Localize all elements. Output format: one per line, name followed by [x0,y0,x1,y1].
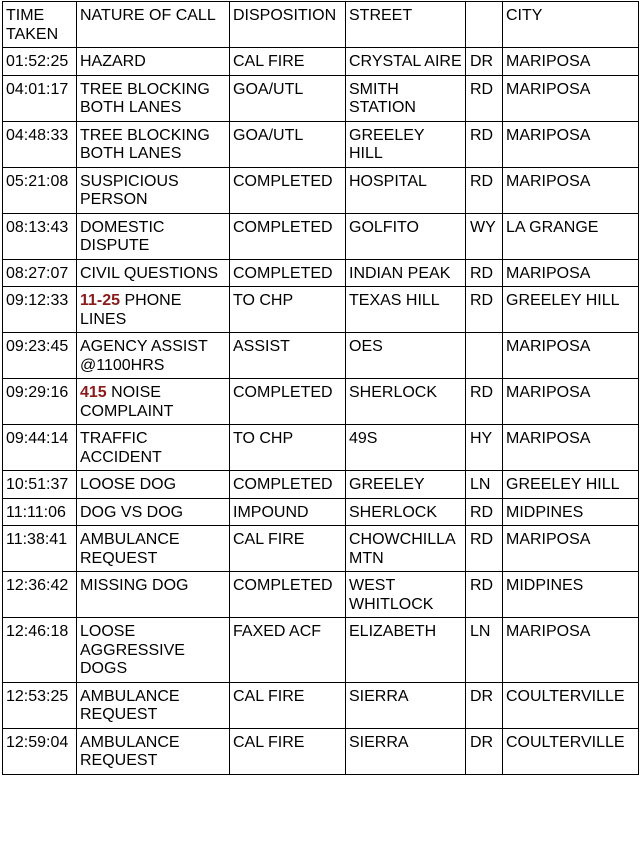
nature-text: AGENCY ASSIST @1100HRS [80,338,208,374]
time-cell: 10:51:37 [3,471,77,499]
time-cell: 04:48:33 [3,121,77,167]
table-row [3,682,639,728]
table-row [3,48,639,76]
street-suffix-cell: RD [466,259,503,287]
street-suffix-cell: RD [466,121,503,167]
disposition-cell: CAL FIRE [230,48,346,76]
nature-cell [77,75,230,121]
nature-cell [77,526,230,572]
city-cell: COULTERVILLE [503,682,639,728]
street-suffix-cell: DR [466,728,503,774]
table-row [3,259,639,287]
street-suffix-cell: RD [466,167,503,213]
street-suffix-cell: RD [466,379,503,425]
table-row [3,75,639,121]
street-suffix-cell: WY [466,213,503,259]
disposition-cell: FAXED ACF [230,618,346,683]
table-row [3,287,639,333]
nature-cell [77,471,230,499]
table-row [3,379,639,425]
street-suffix-cell: LN [466,471,503,499]
nature-cell [77,333,230,379]
nature-text: LOOSE AGGRESSIVE DOGS [80,623,185,677]
table-row [3,728,639,774]
header-street-suffix [466,2,503,48]
nature-cell [77,728,230,774]
street-cell: SIERRA [346,728,466,774]
nature-cell [77,572,230,618]
nature-text: DOMESTIC DISPUTE [80,218,165,254]
city-cell: MIDPINES [503,498,639,526]
nature-text: TRAFFIC ACCIDENT [80,430,162,466]
city-cell: MARIPOSA [503,379,639,425]
street-cell: ELIZABETH [346,618,466,683]
nature-cell [77,167,230,213]
street-cell: OES [346,333,466,379]
street-cell: INDIAN PEAK [346,259,466,287]
time-cell: 09:29:16 [3,379,77,425]
street-suffix-cell: RD [466,498,503,526]
call-log-body [3,48,639,775]
city-cell: LA GRANGE [503,213,639,259]
city-cell: MARIPOSA [503,259,639,287]
city-cell: MARIPOSA [503,167,639,213]
nature-text: MISSING DOG [80,577,189,594]
nature-text: TREE BLOCKING BOTH LANES [80,126,210,162]
time-cell: 08:27:07 [3,259,77,287]
street-cell: CRYSTAL AIRE [346,48,466,76]
header-time-taken: TIME TAKEN [3,2,77,48]
nature-text: LOOSE DOG [80,476,177,493]
nature-text: DOG VS DOG [80,503,184,521]
nature-cell [77,379,230,425]
time-cell: 01:52:25 [3,48,77,76]
nature-text: CIVIL QUESTIONS [80,264,219,282]
time-cell: 11:11:06 [3,498,77,526]
street-cell: SHERLOCK [346,379,466,425]
call-code: 11-25 [80,292,125,309]
street-suffix-cell: RD [466,526,503,572]
table-row [3,213,639,259]
disposition-cell: COMPLETED [230,572,346,618]
street-cell: GREELEY HILL [346,121,466,167]
table-row [3,167,639,213]
city-cell: MARIPOSA [503,618,639,683]
disposition-cell: GOA/UTL [230,121,346,167]
city-cell: MARIPOSA [503,75,639,121]
nature-cell [77,618,230,683]
time-cell: 12:46:18 [3,618,77,683]
street-cell: SIERRA [346,682,466,728]
time-cell: 05:21:08 [3,167,77,213]
disposition-cell: CAL FIRE [230,526,346,572]
table-row [3,333,639,379]
call-code: 415 [80,384,112,401]
nature-cell [77,48,230,76]
nature-cell [77,121,230,167]
disposition-cell: COMPLETED [230,379,346,425]
nature-text: SUSPICIOUS PERSON [80,172,179,208]
nature-cell [77,213,230,259]
street-suffix-cell: DR [466,682,503,728]
city-cell: MARIPOSA [503,121,639,167]
time-cell: 09:23:45 [3,333,77,379]
time-cell: 11:38:41 [3,526,77,572]
street-suffix-cell: DR [466,48,503,76]
time-cell: 12:36:42 [3,572,77,618]
street-suffix-cell: HY [466,425,503,471]
street-cell: GREELEY [346,471,466,499]
table-row [3,498,639,526]
time-cell: 08:13:43 [3,213,77,259]
nature-text: AMBULANCE REQUEST [80,687,180,723]
disposition-cell: ASSIST [230,333,346,379]
street-cell: 49S [346,425,466,471]
street-suffix-cell: RD [466,572,503,618]
nature-text: HAZARD [80,53,146,70]
street-suffix-cell: RD [466,75,503,121]
header-disposition: DISPOSITION [230,2,346,48]
table-row [3,526,639,572]
nature-cell [77,498,230,526]
nature-cell [77,259,230,287]
street-cell: CHOWCHILLA MTN [346,526,466,572]
disposition-cell: CAL FIRE [230,728,346,774]
header-street: STREET [346,2,466,48]
table-row [3,471,639,499]
city-cell: GREELEY HILL [503,471,639,499]
table-row [3,572,639,618]
nature-text: NOISE COMPLAINT [80,384,174,420]
disposition-cell: COMPLETED [230,259,346,287]
time-cell: 09:44:14 [3,425,77,471]
city-cell: COULTERVILLE [503,728,639,774]
nature-text: AMBULANCE REQUEST [80,531,180,567]
city-cell: MARIPOSA [503,48,639,76]
street-cell: WEST WHITLOCK [346,572,466,618]
street-suffix-cell: LN [466,618,503,683]
header-city: CITY [503,2,639,48]
nature-cell [77,425,230,471]
call-log-table [2,1,639,775]
disposition-cell: CAL FIRE [230,682,346,728]
street-suffix-cell [466,333,503,379]
time-cell: 04:01:17 [3,75,77,121]
table-row [3,425,639,471]
time-cell: 12:59:04 [3,728,77,774]
table-row [3,618,639,683]
time-cell: 09:12:33 [3,287,77,333]
nature-cell [77,287,230,333]
nature-text: PHONE LINES [80,292,182,328]
disposition-cell: COMPLETED [230,167,346,213]
city-cell: MARIPOSA [503,425,639,471]
header-nature-of-call: NATURE OF CALL [77,2,230,48]
city-cell: MARIPOSA [503,333,639,379]
street-cell: GOLFITO [346,213,466,259]
street-cell: SMITH STATION [346,75,466,121]
disposition-cell: TO CHP [230,287,346,333]
table-row [3,121,639,167]
nature-text: AMBULANCE REQUEST [80,733,180,769]
nature-text: TREE BLOCKING BOTH LANES [80,80,210,116]
header-row [3,2,639,48]
time-cell: 12:53:25 [3,682,77,728]
nature-cell [77,682,230,728]
street-cell: SHERLOCK [346,498,466,526]
street-cell: TEXAS HILL [346,287,466,333]
disposition-cell: GOA/UTL [230,75,346,121]
disposition-cell: IMPOUND [230,498,346,526]
disposition-cell: COMPLETED [230,213,346,259]
disposition-cell: TO CHP [230,425,346,471]
city-cell: GREELEY HILL [503,287,639,333]
street-suffix-cell: RD [466,287,503,333]
disposition-cell: COMPLETED [230,471,346,499]
city-cell: MIDPINES [503,572,639,618]
city-cell: MARIPOSA [503,526,639,572]
street-cell: HOSPITAL [346,167,466,213]
